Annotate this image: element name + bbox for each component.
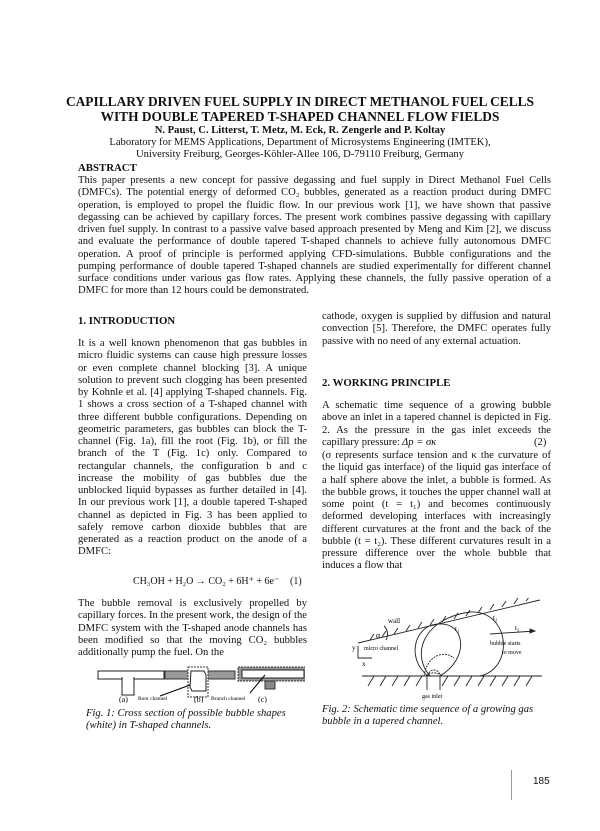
section-heading-working-principle: 2. WORKING PRINCIPLE	[322, 377, 451, 389]
fig2-label-t1: t₁	[455, 625, 460, 633]
fig2-label-bubble-starts: bubble starts	[490, 641, 521, 647]
figure-1-diagram	[90, 663, 305, 703]
fig2-label-micro-channel: micro channel	[364, 646, 399, 652]
working-principle-paragraph: (σ represents surface tension and κ the curvature of the liquid gas interface) of the liquid gas interface of a half sphere above the inlet, a bubble is formed. As the bubble grows, it touches the upper channel wall at some point (t = t₁) and becomes continuously deformed developing interfaces with increasingly different curvatures at the front and the back of the bubble (t = t₂). These different curvatures result in a pressure difference over the whole bubble that induces a flow that	[322, 450, 551, 572]
fig2-label-x: x	[362, 660, 366, 668]
equation-1-number: (1)	[290, 576, 302, 587]
abstract-heading: ABSTRACT	[78, 162, 137, 174]
section-heading-introduction: 1. INTRODUCTION	[78, 315, 176, 327]
working-principle-paragraph: A schematic time sequence of a growing bubble above an inlet in a tapered channel is depicted in Fig. 2. As the pressure in the gas inlet exceeds the capillary pressure:	[322, 400, 551, 448]
page-number: 185	[533, 776, 550, 787]
fig2-label-y: y	[352, 644, 356, 652]
figure-1-caption: Fig. 1: Cross section of possible bubble shapes (white) in T-shaped channels.	[86, 708, 286, 732]
equation-2: Δp = σκ	[402, 437, 437, 448]
figure-2-diagram	[350, 598, 550, 702]
fig2-label-t2: t₂	[493, 614, 498, 622]
abstract-text: This paper presents a new concept for passive degassing and fuel supply in Direct Methanol Fuel Cells (DMFCs). The potential energy of deformed CO₂ bubbles, generated as a reaction product during DMFC operation, is employed to propel the fluidic flow. In our previous work [1], we have shown that passive degassing can be achieved by capillary forces. The present work combines passive degassing with capillary driven fuel supply. In contrast to a passive valve based approach presented by Meng and Kim [2], we discuss and evaluate the performance of double tapered T-shaped channels to achieve fully autonomous DMFC operation. A proof of principle is performed applying CFD-simulations. Bubble configurations and the pumping performance of double tapered T-shaped channels are studied experimentally for different channel surface conditions under various gas flow rates. Applying these channels, the fully passive operation of a DMFC for more than 12 hours could be demonstrated.	[78, 175, 551, 297]
intro-paragraph: It is a well known phenomenon that gas bubbles in micro fluidic systems can cause high pressure losses or even complete channel blocking [3]. A unique solution to prevent such clogging has been presented by Kohnle et al. [4] applying T-shaped channels. Fig. 1 shows a cross section of a T-shaped channel with three different bubble configurations. Depending on geometric parameters, gas bubbles can block the T-channel (Fig. 1a), fill the root (Fig. 1b), or fill the branch of the T (Fig. 1c) only. Compared to rectangular channels, the configuration b and c increase the mobility of gas bubbles due the unblocked liquid bypasses as further detailed in [4]. In our previous work [1], a double tapered T-shaped channel as depicted in Fig. 3 has been applied to safely remove carbon dioxide bubbles that are generated as a reaction product on the anode of a DMFC:	[78, 338, 307, 558]
fig1-label-a: (a)	[119, 695, 128, 703]
paper-title	[60, 94, 540, 124]
fig2-label-t3: t₃	[515, 624, 520, 632]
equation-2-number: (2)	[534, 437, 547, 448]
affiliation	[60, 137, 540, 161]
t-channel-b	[160, 667, 235, 697]
equation-1: CH₃OH + H₂O → CO₂ + 6H⁺ + 6e⁻	[133, 576, 280, 587]
figure-2-caption: Fig. 2: Schematic time sequence of a growing gas bubble in a tapered channel.	[322, 704, 534, 728]
affiliation-line: Laboratory for MEMS Applications, Department of Microsystems Engineering (IMTEK),	[109, 137, 491, 148]
authors: N. Paust, C. Litterst, T. Metz, M. Eck, R. Zengerle and P. Koltay	[154, 125, 446, 136]
intro-paragraph: cathode, oxygen is supplied by diffusion and natural convection [5]. Therefore, the DMFC operates fully passive with no need of any external actuation.	[322, 311, 551, 347]
title-line: CAPILLARY DRIVEN FUEL SUPPLY IN DIRECT METHANOL FUEL CELLS	[65, 94, 535, 109]
fig2-label-wall: wall	[388, 617, 401, 625]
t-channel-c	[238, 667, 305, 693]
fig2-label-gas-inlet: gas inlet	[422, 694, 443, 700]
fig1-label-branch: Branch channel	[211, 696, 246, 702]
fig2-label-alpha: α	[376, 631, 381, 640]
intro-paragraph: The bubble removal is exclusively propelled by capillary forces. In the present work, the design of the DMFC system with the T-shaped anode channels has been modified so that the moving CO₂ bubbles additionally pump the fuel. On the	[78, 598, 307, 658]
affiliation-line: University Freiburg, Georges-Köhler-Allee 106, D-79110 Freiburg, Germany	[135, 149, 465, 160]
fig1-label-root: Root channel	[138, 696, 168, 702]
fig2-label-to-move: to move	[502, 650, 522, 656]
page-number-divider	[511, 770, 512, 800]
t-channel-a	[98, 671, 164, 695]
title-line: WITH DOUBLE TAPERED T-SHAPED CHANNEL FLOW FIELDS	[100, 109, 500, 124]
fig1-label-c: (c)	[258, 695, 267, 703]
fig1-label-b: (b)	[194, 695, 204, 703]
